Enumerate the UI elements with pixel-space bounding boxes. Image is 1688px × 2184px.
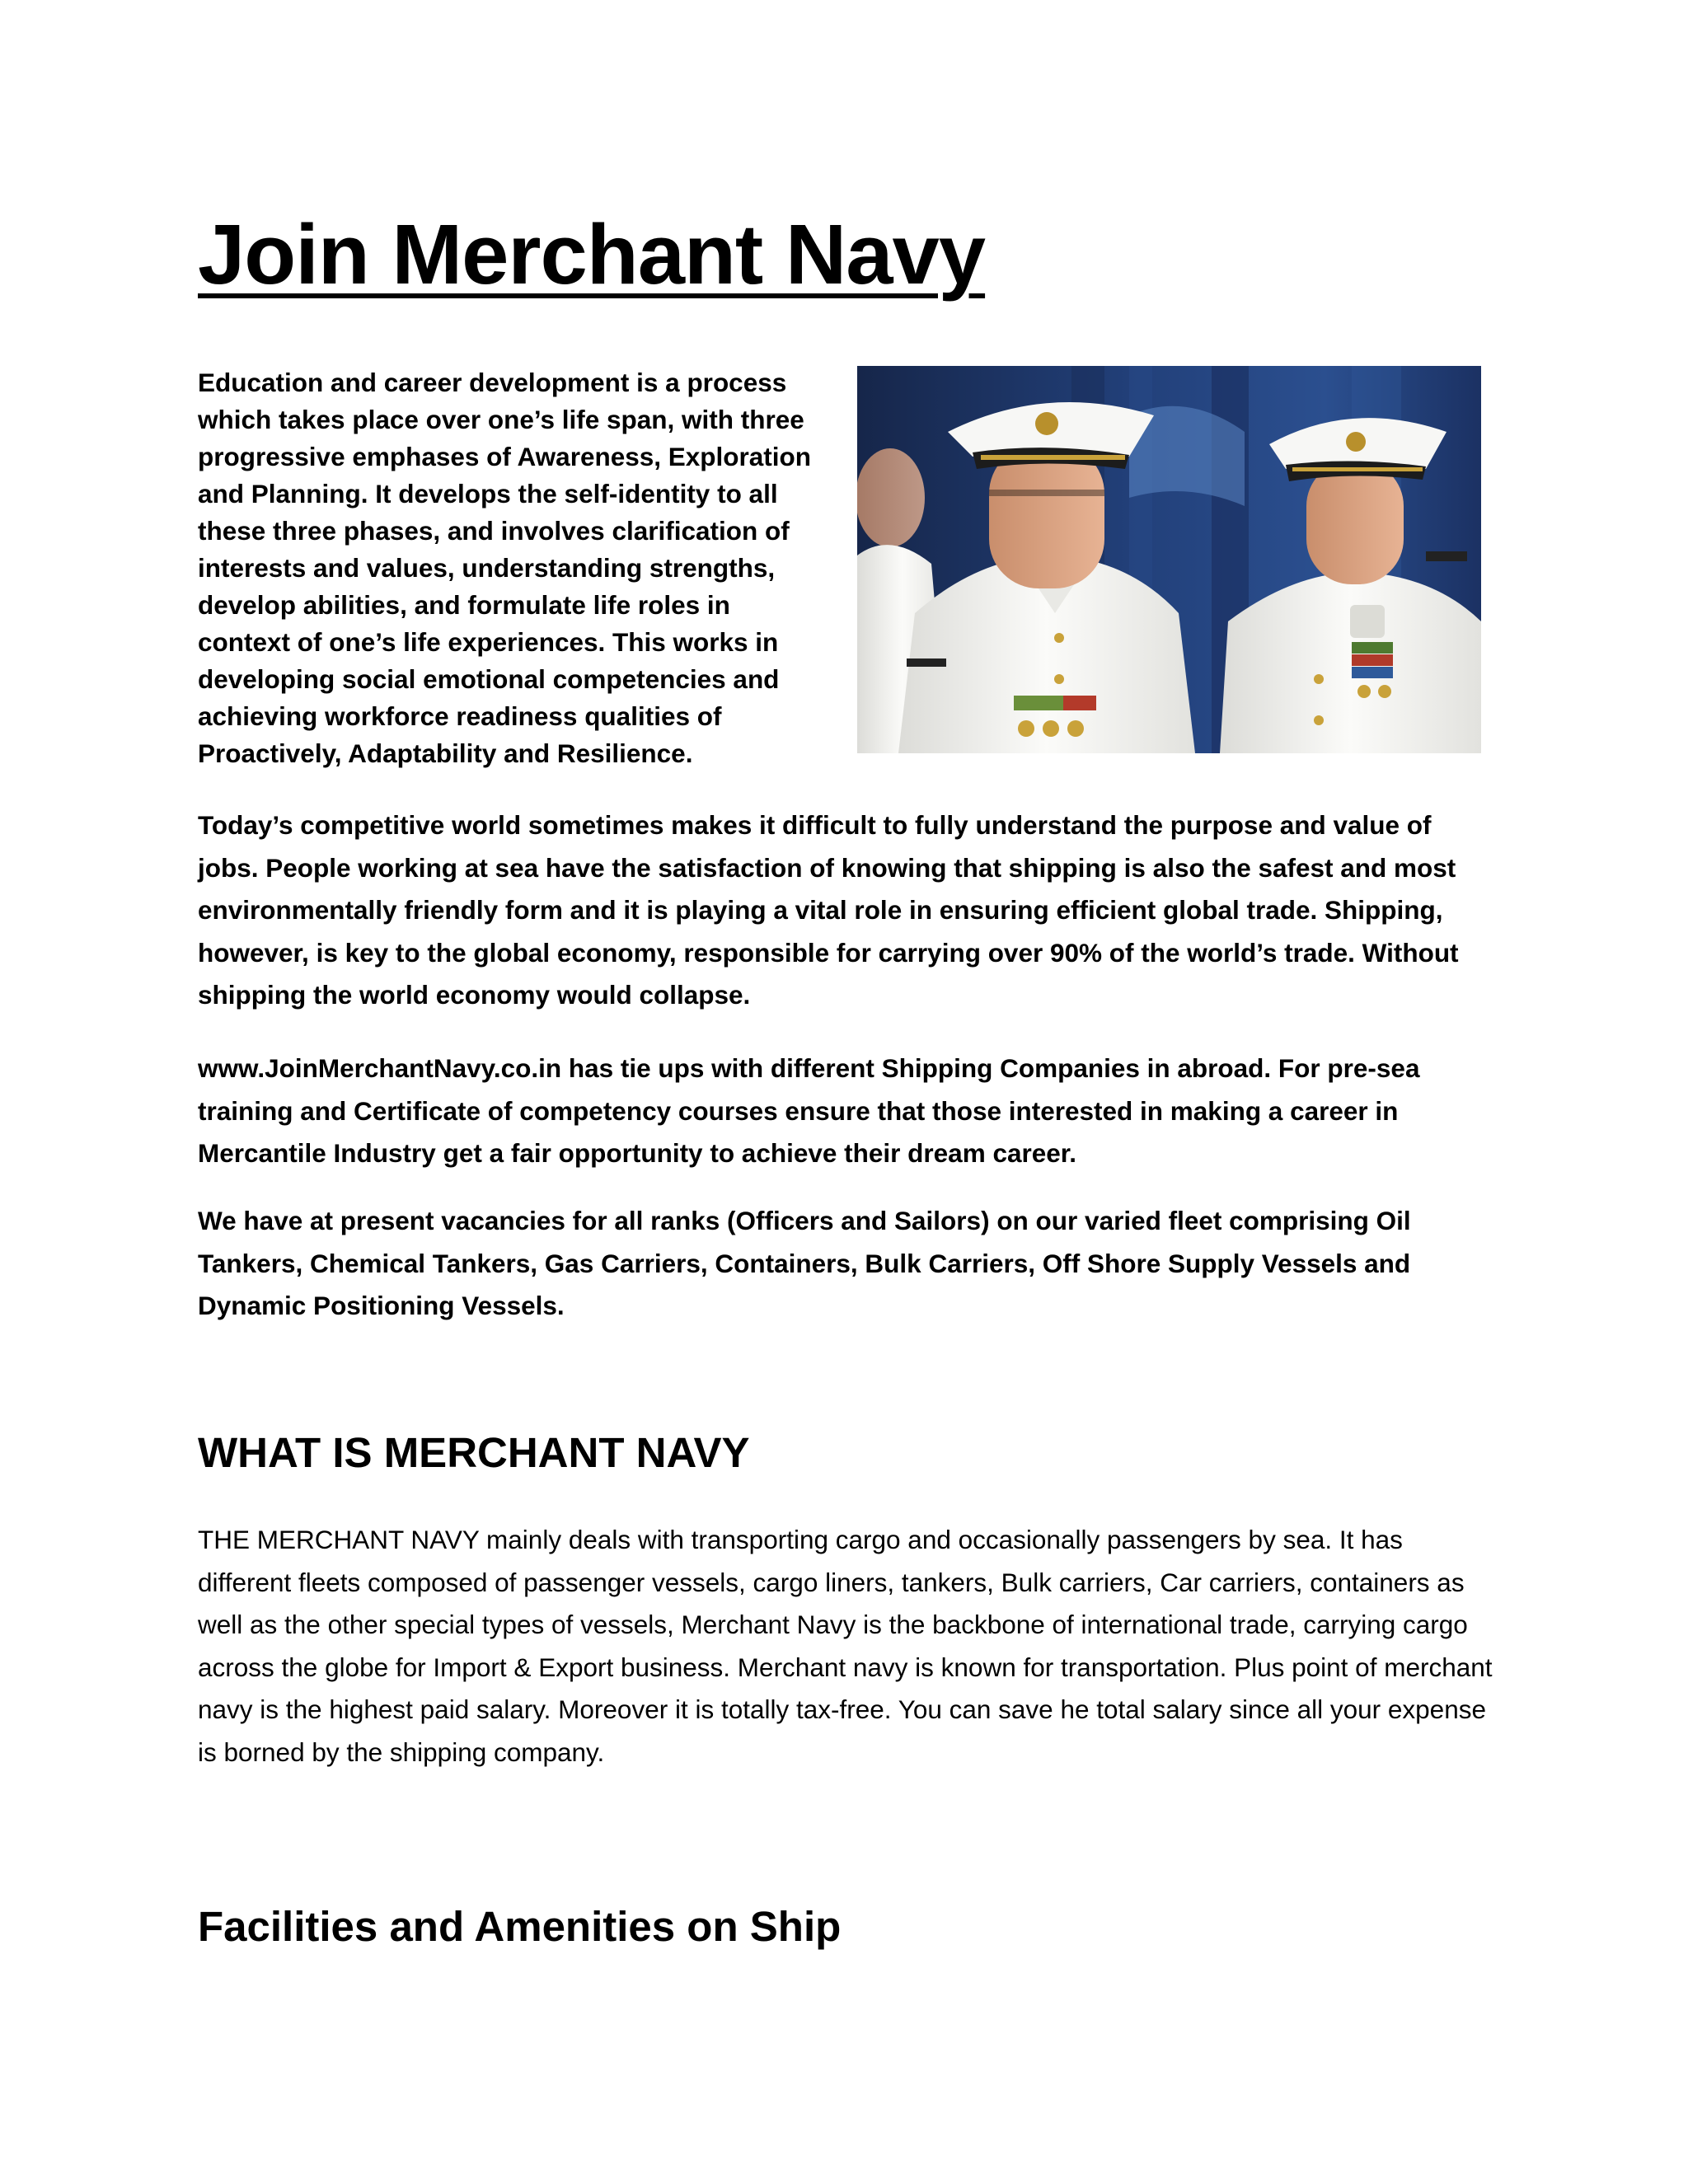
section-heading-what-is-merchant-navy: WHAT IS MERCHANT NAVY (198, 1429, 750, 1476)
officers-in-uniform-icon (857, 366, 1481, 753)
paragraph-shipping-importance: Today’s competitive world sometimes makes it difficult to fully understand the purpose and value of jobs. People working at sea have the satisfaction of knowing that shipping is also the safest and most environmentally friendly form and it is playing a vital role in ensuring efficient global trade. Shipping, however, is key to the global economy, responsible for carrying over 90% of the world’s trade. Without shipping the world economy would collapse. (198, 810, 1459, 1010)
section-body-what-is-merchant-navy: THE MERCHANT NAVY mainly deals with transporting cargo and occasionally passengers by sea. It has different fleets composed of passenger vessels, cargo liners, tankers, Bulk carriers, Car carriers, containers as well as the other special types of vessels, Merchant Navy is the backbone of international trade, carrying cargo across the globe for Import & Export business. Merchant navy is known for transportation. Plus point of merchant navy is the highest paid salary. Moreover it is totally tax-free. You can save he total salary since all your expense is borned by the shipping company. (198, 1525, 1493, 1767)
paragraph-vacancies: We have at present vacancies for all ranks (Officers and Sailors) on our varied fleet comprising Oil Tankers, Chemical Tankers, Gas Carriers, Containers, Bulk Carriers, Off Shore Supply Vessels and Dynamic Positioning Vessels. (198, 1206, 1411, 1320)
officers-photo (857, 366, 1481, 753)
paragraph-tie-ups: www.JoinMerchantNavy.co.in has tie ups with different Shipping Companies in abroad. For pre-sea training and Certificate of competency courses ensure that those interested in making a career in Mercantile Industry get a fair opportunity to achieve their dream career. (198, 1053, 1420, 1168)
page-title: Join Merchant Navy (198, 207, 986, 302)
document-page (198, 0, 1492, 2184)
section-heading-facilities: Facilities and Amenities on Ship (198, 1903, 842, 1950)
intro-paragraph: Education and career development is a process which takes place over one’s life span, with three progressive emphases of Awareness, Exploration and Planning. It develops the self-identity to all these three phases, and involves clarification of interests and values, understanding strengths, develop abilities, and formulate life roles in context of one’s life experiences. This works in developing social emotional competencies and achieving workforce readiness qualities of Proactively, Adaptability and Resilience. (198, 368, 812, 768)
